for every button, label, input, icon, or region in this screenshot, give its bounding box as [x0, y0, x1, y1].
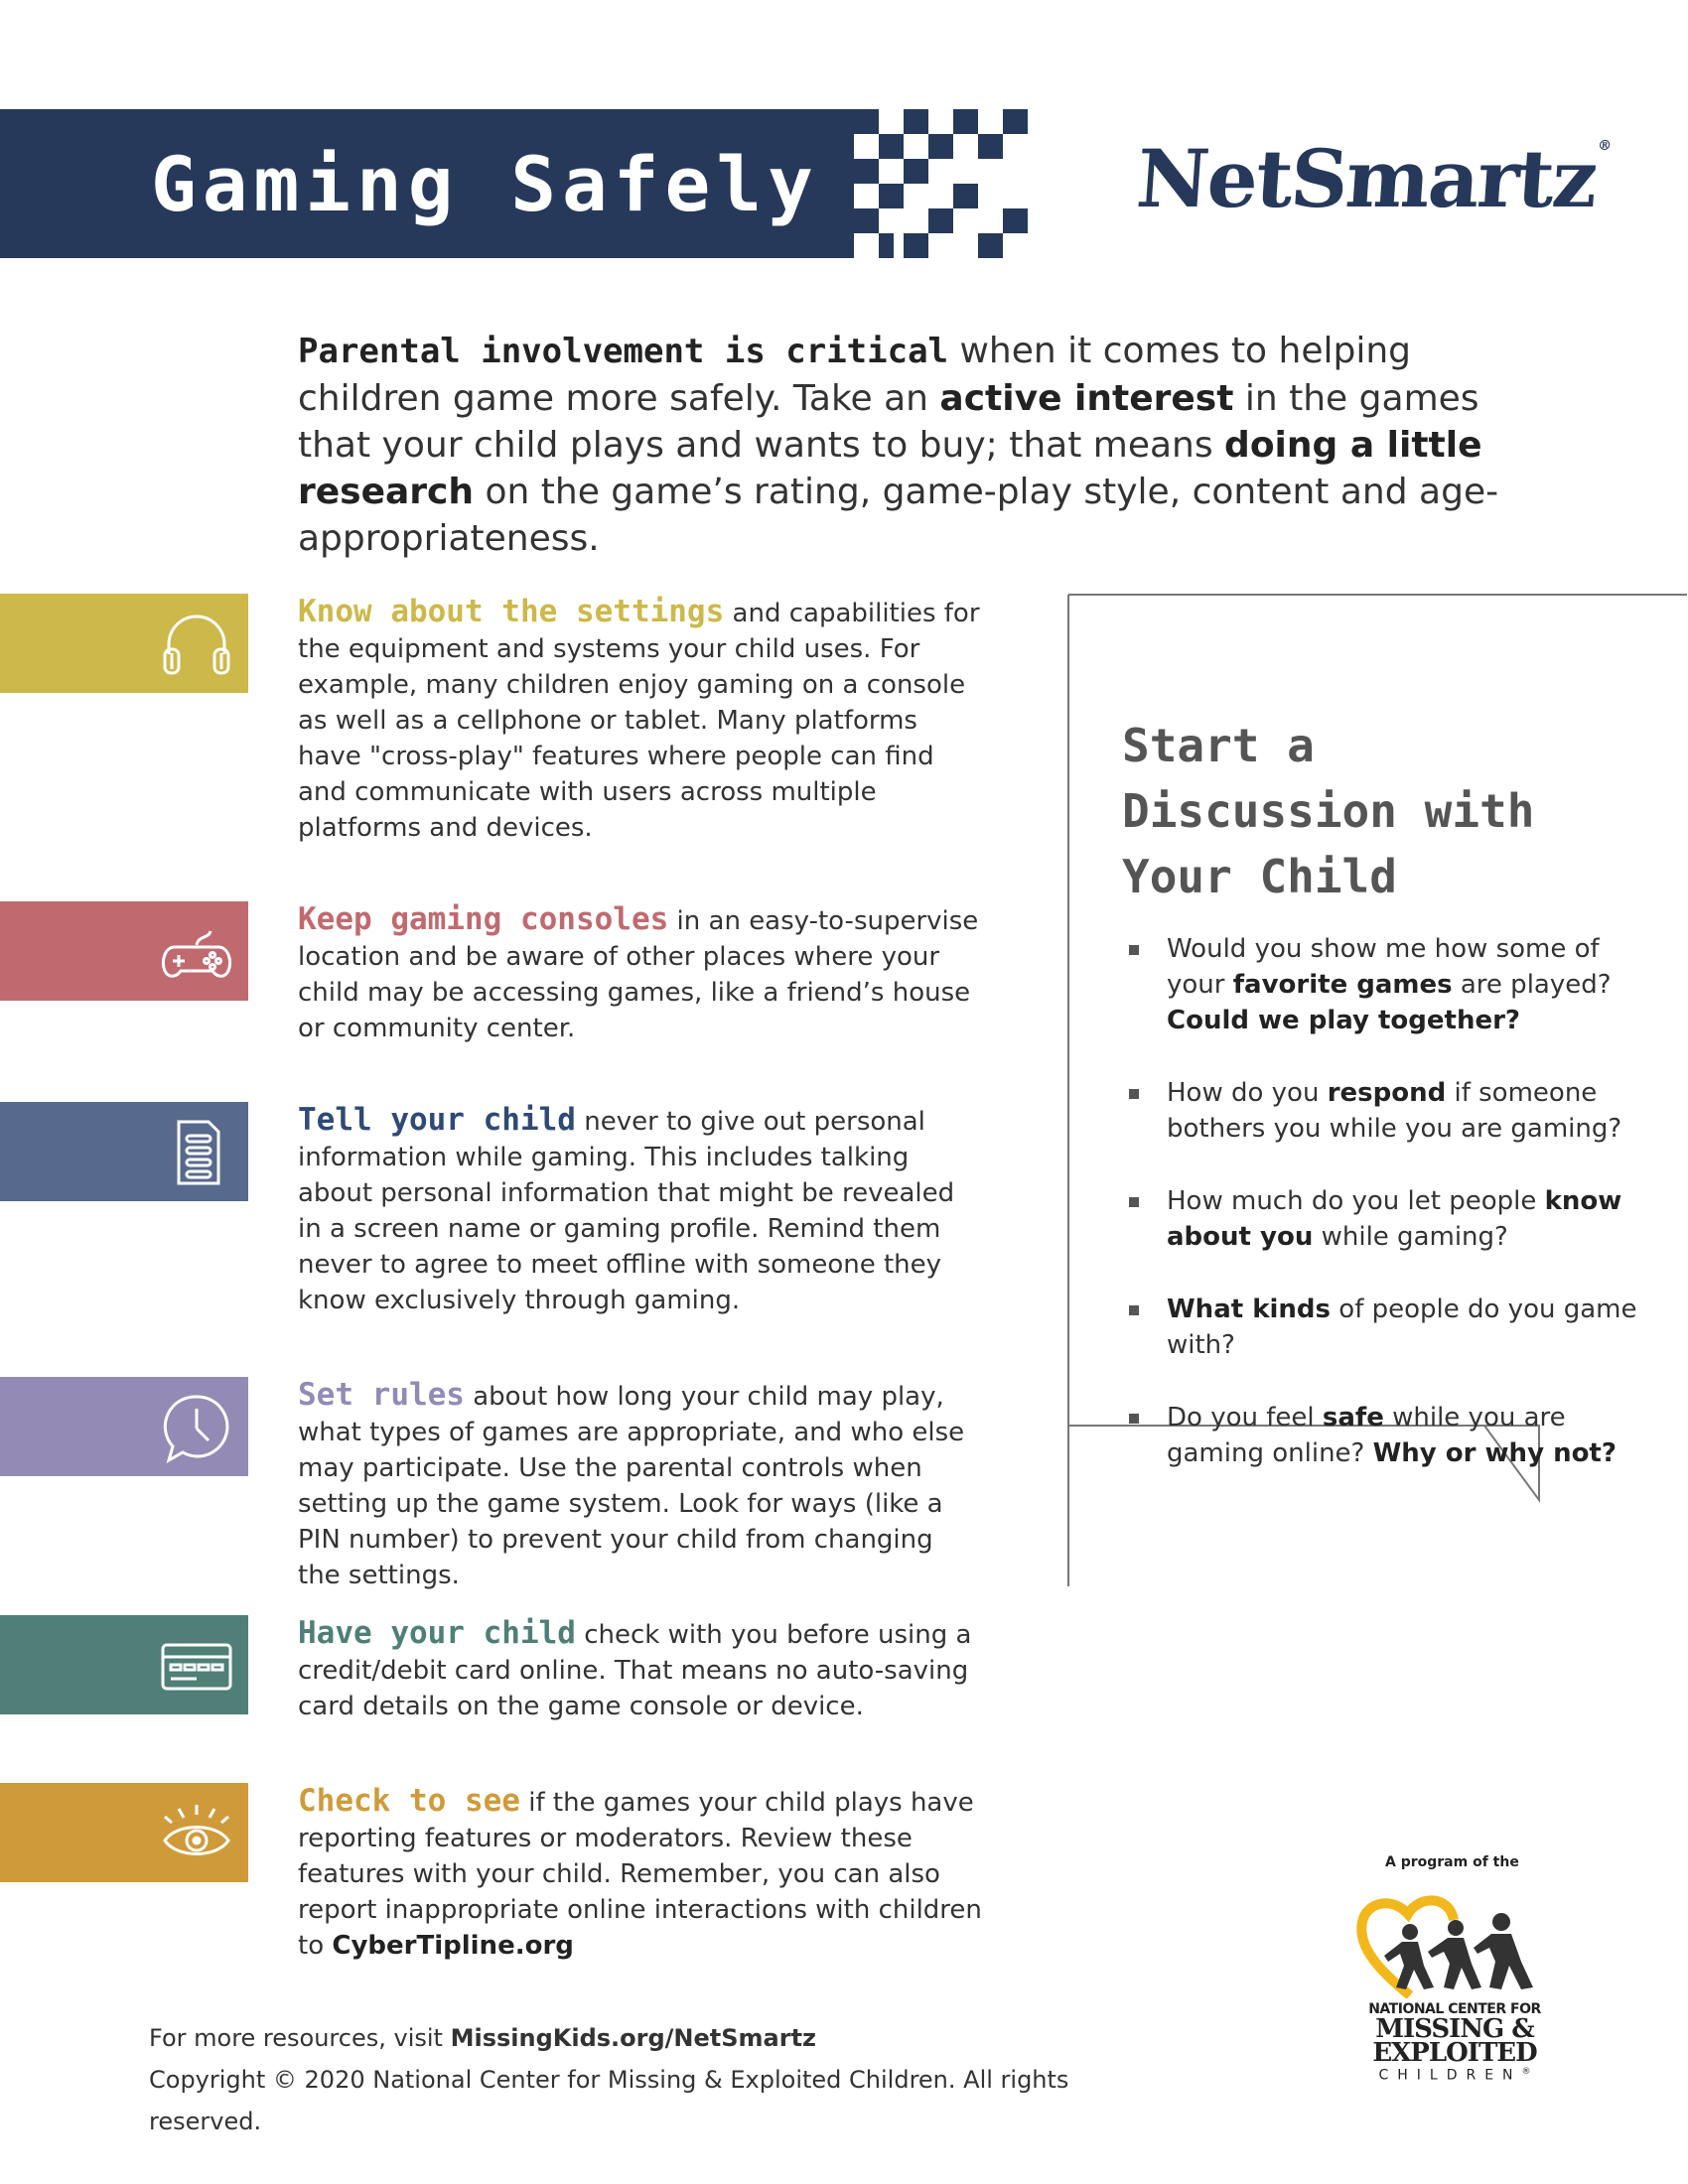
footer — [149, 2017, 1142, 2142]
question-bold: Why or why not? — [1372, 1438, 1617, 1468]
question-text: while gaming? — [1313, 1222, 1508, 1252]
gamepad-icon — [157, 917, 236, 987]
checker-pattern — [854, 109, 1067, 258]
intro-text-3: on the game’s rating, game-play style, content and age-appropriateness. — [298, 472, 1499, 559]
question-bold: Could we play together? — [1167, 1006, 1521, 1035]
netsmartz-logo-text: NetSmartz — [1133, 132, 1600, 225]
ncmec-line2a: MISSING & — [1375, 2014, 1534, 2044]
heart-children-icon — [1350, 1884, 1549, 1998]
tip-bar-card — [0, 1615, 248, 1714]
tip-body: if the games your child plays have reporting features or moderators. Review these features with your child. Remember, you can also report inappropriate online interactions with children to — [298, 1788, 982, 1961]
ncmec-line1: NATIONAL CENTER FOR — [1368, 2001, 1541, 2017]
question-text: are played? — [1452, 970, 1612, 1000]
tip-check — [298, 1783, 983, 1964]
discussion-title-line: Your Child — [1122, 850, 1397, 903]
question-item — [1127, 1400, 1643, 1471]
question-text: How do you — [1167, 1078, 1328, 1108]
question-item — [1127, 1075, 1643, 1147]
ncmec-line3 — [1355, 2067, 1554, 2084]
tip-heading: Check to see — [298, 1783, 520, 1819]
question-text: Do you feel — [1167, 1403, 1323, 1433]
question-bold: favorite games — [1232, 970, 1453, 1000]
discussion-title-line: Start a — [1122, 719, 1315, 772]
tip-body: check with you before using a credit/debit card online. That means no auto-saving card details on the game console or device. — [298, 1620, 972, 1721]
page-title: Gaming Safely — [151, 140, 819, 228]
program-of-text: A program of the — [1385, 1854, 1519, 1870]
tip-card — [298, 1615, 983, 1724]
ncmec-logo — [1350, 1854, 1549, 2093]
tip-consoles — [298, 901, 983, 1046]
question-bold: What kinds — [1167, 1295, 1332, 1324]
resources-link[interactable]: MissingKids.org/NetSmartz — [450, 2024, 817, 2052]
question-item — [1127, 1183, 1643, 1255]
eye-icon — [157, 1799, 236, 1868]
copyright-line: Copyright © 2020 National Center for Missing & Exploited Children. All rights reserved. — [149, 2066, 1069, 2135]
question-bold: respond — [1327, 1078, 1447, 1108]
question-text: if someone bothers you while you are gaming? — [1167, 1078, 1622, 1144]
tip-bar-rules — [0, 1377, 248, 1476]
tip-settings — [298, 594, 983, 846]
tip-heading: Know about the settings — [298, 594, 725, 629]
tip-heading: Have your child — [298, 1615, 576, 1651]
cybertipline-link[interactable]: CyberTipline.org — [332, 1931, 574, 1961]
question-item — [1127, 1292, 1643, 1363]
tip-bar-check — [0, 1783, 248, 1882]
ncmec-name — [1355, 2001, 1554, 2084]
intro-text-2: in the games that your child plays and wants to buy; that means — [298, 378, 1479, 466]
tip-tell-child — [298, 1102, 983, 1318]
tip-body: about how long your child may play, what types of games are appropriate, and who else may participate. Use the parental controls when setting up the game system. Look for ways (like a PIN number) to prevent your child from changing the settings. — [298, 1382, 965, 1590]
tip-heading: Set rules — [298, 1377, 465, 1413]
clock-chat-icon — [157, 1393, 236, 1464]
discussion-box — [1067, 594, 1688, 1586]
tip-body: never to give out personal information while gaming. This includes talking about personal information that might be revealed in a screen name or gaming profile. Remind them never to agree to meet offline with someone they know exclusively through gaming. — [298, 1107, 955, 1315]
question-bold: know about you — [1167, 1186, 1622, 1252]
tip-heading: Keep gaming consoles — [298, 901, 669, 937]
document-icon — [157, 1118, 236, 1187]
credit-card-icon — [157, 1631, 236, 1701]
tip-body: in an easy-to-supervise location and be aware of other places where your child may be accessing games, like a friend’s house or community center. — [298, 906, 979, 1043]
discussion-title-line: Discussion with — [1122, 784, 1535, 838]
ncmec-mark: ® — [1521, 2067, 1531, 2077]
question-text: while you are gaming online? — [1167, 1403, 1566, 1468]
tip-bar-settings — [0, 594, 248, 693]
tip-body: and capabilities for the equipment and systems your child uses. For example, many children enjoy gaming on a console as well as a cellphone or tablet. Many platforms have "cross-play" features where people can find and communicate with users across multiple platforms and devices. — [298, 599, 980, 843]
question-bold: safe — [1322, 1403, 1384, 1433]
resources-prefix: For more resources, visit — [149, 2024, 451, 2052]
tip-rules — [298, 1377, 983, 1593]
ncmec-children: CHILDREN — [1378, 2067, 1522, 2084]
tip-bar-tell-child — [0, 1102, 248, 1201]
tip-bar-consoles — [0, 901, 248, 1001]
intro-bold-3: doing a little research — [298, 425, 1482, 512]
question-text: of people do you game with? — [1167, 1295, 1637, 1360]
intro-bold-1: Parental involvement is critical — [298, 332, 949, 371]
tip-heading: Tell your child — [298, 1102, 576, 1138]
ncmec-line2b: EXPLOITED — [1372, 2038, 1537, 2068]
registered-mark: ® — [1597, 138, 1613, 154]
question-text: How much do you let people — [1167, 1186, 1545, 1216]
discussion-questions — [1127, 931, 1643, 1508]
discussion-title — [1122, 713, 1638, 909]
question-item — [1127, 931, 1643, 1038]
intro-paragraph — [298, 328, 1549, 562]
question-text: Would you show me how some of your — [1167, 934, 1600, 1000]
intro-text-1: when it comes to helping children game more safely. Take an — [298, 331, 1412, 419]
intro-bold-2: active interest — [939, 378, 1234, 419]
netsmartz-logo — [1133, 132, 1613, 225]
headphones-icon — [157, 610, 236, 679]
resources-line — [149, 2017, 1142, 2059]
